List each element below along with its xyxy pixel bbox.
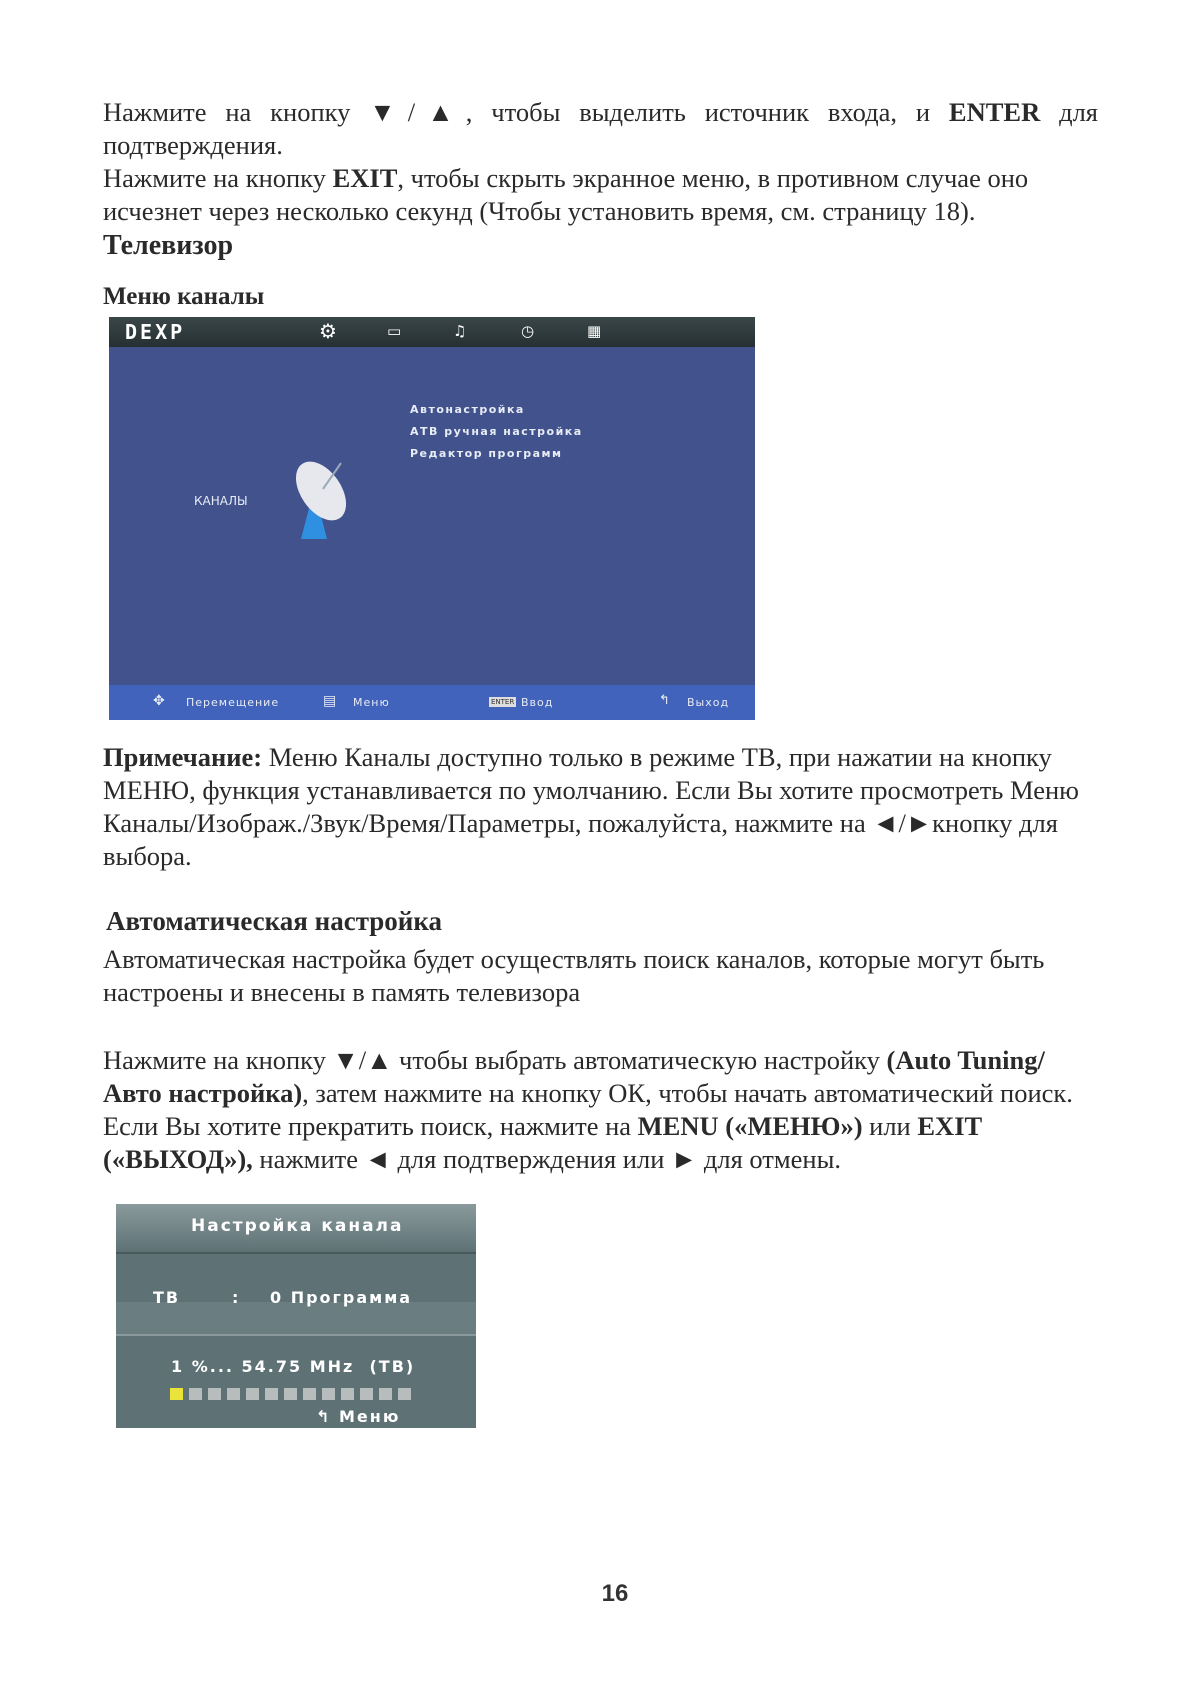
monitor-icon: ▭ (387, 322, 402, 340)
progress-segment (208, 1388, 221, 1400)
progress-segment (341, 1388, 354, 1400)
enter-key: ENTER (948, 97, 1041, 127)
menu-item-program-editor[interactable]: Редактор программ (410, 447, 563, 460)
footer-move: Перемещение (186, 696, 280, 709)
dexp-logo: DEXP (125, 320, 186, 344)
text: Нажмите на кнопку ▼/▲, чтобы выделить источник входа, и (103, 97, 949, 127)
tuning-status: 1 %... 54.75 MHz (ТВ) (171, 1357, 416, 1376)
menu-footer (109, 685, 755, 720)
text: (Auto Tuning/ Авто настройка) (103, 1045, 1045, 1108)
enter-key-icon: ENTER (491, 698, 515, 706)
text: нажмите ◄ для подтверждения или ► для отмены. (252, 1144, 842, 1174)
progress-segment (360, 1388, 373, 1400)
footer-menu: Меню (353, 696, 390, 709)
satellite-dish-icon (287, 453, 357, 543)
separator: : (232, 1288, 241, 1307)
music-icon: ♫ (453, 322, 467, 340)
move-arrows-icon: ✥ (153, 693, 166, 709)
paragraph-input-source (103, 96, 1098, 162)
progress-segment (227, 1388, 240, 1400)
menu-label: Меню (338, 1407, 401, 1426)
section-label: КАНАЛЫ (194, 494, 248, 508)
text: Меню Каналы доступно только в режиме ТВ, при нажатии на кнопку МЕНЮ, функция устанавливается по умолчанию. Если Вы хотите просмотреть Меню Каналы/Изображ./Звук/Время/Параметры, пожалуйста, нажмите на ◄/►кнопку для выбора. (103, 742, 1079, 871)
tv-channel-menu-screenshot (109, 317, 755, 720)
text: Нажмите на кнопку ▼/▲ чтобы выбрать автоматическую настройку (103, 1045, 887, 1075)
heading-channel-menu: Меню каналы (103, 283, 265, 310)
text: Нажмите на кнопку (103, 163, 333, 193)
exit-key: EXIT (332, 163, 398, 193)
channel-tuning-screenshot (116, 1204, 476, 1428)
text: MENU («МЕНЮ») (637, 1111, 863, 1141)
progress-segment (189, 1388, 202, 1400)
heading-auto-tuning: Автоматическая настройка (106, 906, 443, 936)
grid-icon: ▦ (587, 322, 602, 340)
text: , затем нажмите на кнопку ОК, чтобы начать автоматический поиск. Если Вы хотите прекратить поиск, нажмите на (103, 1078, 1073, 1141)
menu-top-bar (109, 317, 755, 347)
heading-tv: Телевизор (103, 230, 234, 261)
menu-icon: ▤ (323, 693, 338, 709)
progress-segment (303, 1388, 316, 1400)
text: для подтверждения. (103, 97, 1098, 160)
tuning-title: Настройка канала (191, 1216, 404, 1236)
progress-segment (246, 1388, 259, 1400)
menu-item-atv-manual[interactable]: АТВ ручная настройка (410, 425, 583, 438)
text: или (862, 1111, 918, 1141)
clock-icon: ◷ (521, 322, 535, 340)
note-label: Примечание: (103, 742, 263, 772)
note-paragraph (103, 741, 1098, 873)
page-number: 16 (601, 1580, 629, 1607)
gear-icon: ⚙ (319, 319, 337, 343)
program-count: 0 Программа (270, 1288, 413, 1307)
return-icon: ↰ (659, 693, 671, 708)
progress-segment (322, 1388, 335, 1400)
paragraph-exit (103, 162, 1098, 228)
tuning-row-bg (116, 1302, 476, 1336)
tuning-menu-hint (316, 1407, 400, 1426)
auto-tuning-instructions (103, 1044, 1098, 1176)
progress-segment (379, 1388, 392, 1400)
footer-exit: Выход (687, 696, 730, 709)
text: , чтобы скрыть экранное меню, в противном случае оно исчезнет через несколько секунд (Чтобы установить время, см. страницу 18). (103, 163, 1029, 226)
tv-label: ТВ (153, 1288, 181, 1307)
auto-tuning-description: Автоматическая настройка будет осуществлять поиск каналов, которые могут быть настроены и внесены в память телевизора (103, 944, 1045, 1007)
progress-segment (398, 1388, 411, 1400)
return-icon: ↰ (316, 1407, 339, 1426)
progress-segment (170, 1388, 183, 1400)
progress-segment (284, 1388, 297, 1400)
progress-segment (265, 1388, 278, 1400)
tuning-progress-bar (170, 1385, 417, 1404)
footer-enter: Ввод (521, 696, 554, 709)
text: EXIT («ВЫХОД»), (103, 1111, 982, 1174)
menu-item-auto-tuning[interactable]: Автонастройка (410, 403, 525, 416)
